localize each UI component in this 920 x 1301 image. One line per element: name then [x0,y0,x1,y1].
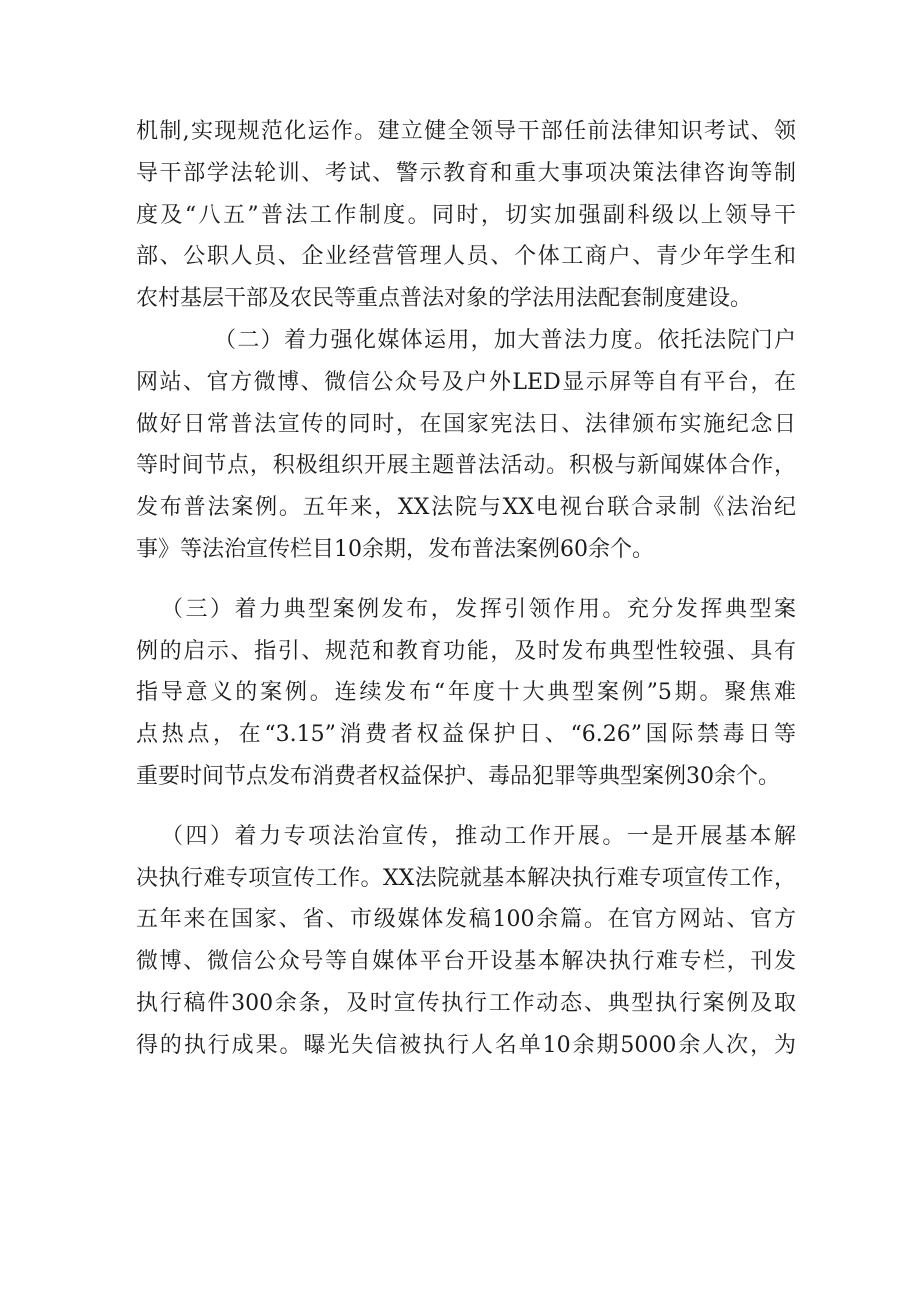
text-line: 指导意义的案例。连续发布“年度十大典型案例”5期。聚焦难 [136,680,796,706]
text-line: 决执行难专项宣传工作。XX法院就基本解决执行难专项宣传工作， [136,865,796,891]
text-line: 执行稿件300余条，及时宣传执行工作动态、典型执行案例及取 [136,990,796,1016]
text-line: 重要时间节点发布消费者权益保护、毒品犯罪等典型案例30余个。 [136,763,780,789]
text-line: 机制,实现规范化运作。建立健全领导干部任前法律知识考试、领 [136,119,796,144]
text-line: 五年来在国家、省、市级媒体发稿100余篇。在官方网站、官方 [136,907,796,933]
text-line: 农村基层干部及农民等重点普法对象的学法用法配套制度建设。 [136,286,753,312]
text-line: 点热点，在“3.15”消费者权益保护日、“6.26”国际禁毒日等 [136,722,796,748]
paragraph [136,816,796,1067]
paragraph-gap [136,571,796,589]
text-line: 等时间节点，积极组织开展主题普法活动。积极与新闻媒体合作， [136,453,796,479]
paragraph-gap [136,798,796,816]
paragraph [136,320,796,571]
text-line: 微博、微信公众号等自媒体平台开设基本解决执行难专栏，刊发 [136,949,796,975]
text-line: （四）着力专项法治宣传，推动工作开展。一是开展基本解 [161,823,796,849]
text-line: 部、公职人员、企业经营管理人员、个体工商户、青少年学生和 [136,244,796,270]
text-line: 导干部学法轮训、考试、警示教育和重大事项决策法律咨询等制 [136,160,796,186]
text-line: 做好日常普法宣传的同时，在国家宪法日、法律颁布实施纪念日 [136,411,796,437]
text-line: 网站、官方微博、微信公众号及户外LED显示屏等自有平台，在 [136,369,796,395]
document-body [136,111,796,1067]
text-line: 事》等法治宣传栏目10余期，发布普法案例60余个。 [136,536,654,562]
text-line: 得的执行成果。曝光失信被执行人名单10余期5000余人次，为 [136,1032,796,1058]
text-line: （三）着力典型案例发布，发挥引领作用。充分发挥典型案 [161,596,796,622]
paragraph [136,589,796,798]
text-line: 发布普法案例。五年来，XX法院与XX电视台联合录制《法治纪 [136,495,796,521]
text-line: 度及“八五”普法工作制度。同时，切实加强副科级以上领导干 [136,202,796,228]
text-line: （二）着力强化媒体运用，加大普法力度。依托法院门户 [214,327,796,353]
text-line: 例的启示、指引、规范和教育功能，及时发布典型性较强、具有 [136,638,796,664]
paragraph [136,111,796,320]
